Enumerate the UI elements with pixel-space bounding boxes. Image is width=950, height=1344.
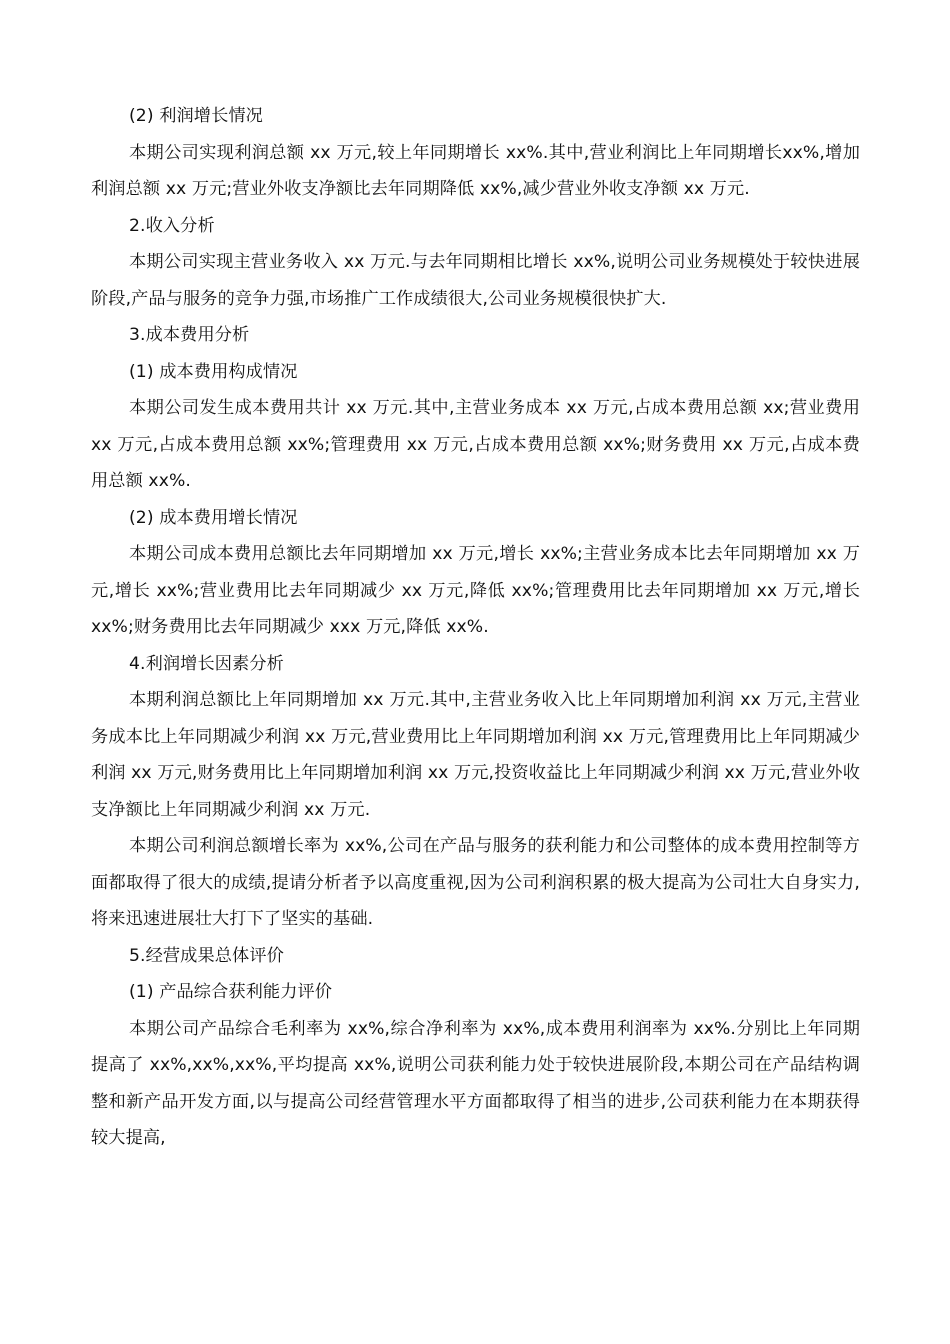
paragraph-cost-composition: 本期公司发生成本费用共计 xx 万元.其中,主营业务成本 xx 万元,占成本费用总额 xx;营业费用 xx 万元,占成本费用总额 xx%;管理费用 xx 万元,占成本费用总额 xx%;财务费用 xx 万元,占成本费用总额 xx%. xyxy=(91,398,860,491)
heading-profitability-evaluation: (1) 产品综合获利能力评价 xyxy=(129,982,333,1002)
paragraph-revenue-analysis: 本期公司实现主营业务收入 xx 万元.与去年同期相比增长 xx%,说明公司业务规模处于较快进展阶段,产品与服务的竞争力强,市场推广工作成绩很大,公司业务规模很快扩大. xyxy=(91,252,860,309)
heading-overall-evaluation: 5.经营成果总体评价 xyxy=(129,945,284,966)
paragraph-profitability-evaluation: 本期公司产品综合毛利率为 xx%,综合净利率为 xx%,成本费用利润率为 xx%.分别比上年同期提高了 xx%,xx%,xx%,平均提高 xx%,说明公司获利能力处于较快进展阶段,本期公司在产品结构调整和新产品开发方面,以与提高公司经营管理水平方面都取得了相当的进步,公司获利能力在本期获得较大提高, xyxy=(91,1018,860,1148)
document-body xyxy=(91,98,860,1157)
heading-cost-analysis: 3.成本费用分析 xyxy=(129,325,250,345)
paragraph-profit-factors: 本期利润总额比上年同期增加 xx 万元.其中,主营业务收入比上年同期增加利润 xx 万元,主营业务成本比上年同期减少利润 xx 万元,营业费用比上年同期增加利润 xx 万元,管理费用比上年同期减少利润 xx 万元,财务费用比上年同期增加利润 xx 万元,投资收益比上年同期减少利润 xx 万元,营业外收支净额比上年同期减少利润 xx 万元. xyxy=(91,690,860,820)
heading-profit-growth: (2) 利润增长情况 xyxy=(129,106,263,126)
heading-cost-composition: (1) 成本费用构成情况 xyxy=(129,361,298,382)
heading-cost-growth: (2) 成本费用增长情况 xyxy=(129,507,298,528)
paragraph-cost-growth: 本期公司成本费用总额比去年同期增加 xx 万元,增长 xx%;主营业务成本比去年同期增加 xx 万元,增长 xx%;营业费用比去年同期减少 xx 万元,降低 xx%;管理费用比去年同期增加 xx 万元,增长 xx%;财务费用比去年同期减少 xxx 万元,降低 xx%. xyxy=(91,544,860,637)
heading-profit-factors: 4.利润增长因素分析 xyxy=(129,653,284,674)
heading-revenue-analysis: 2.收入分析 xyxy=(129,215,215,236)
paragraph-profit-growth-rate: 本期公司利润总额增长率为 xx%,公司在产品与服务的获利能力和公司整体的成本费用控制等方面都取得了很大的成绩,提请分析者予以高度重视,因为公司利润积累的极大提高为公司壮大自身实力,将来迅速进展壮大打下了坚实的基础. xyxy=(91,836,860,929)
paragraph-profit-growth: 本期公司实现利润总额 xx 万元,较上年同期增长 xx%.其中,营业利润比上年同期增长xx%,增加利润总额 xx 万元;营业外收支净额比去年同期降低 xx%,减少营业外收支净额 xx 万元. xyxy=(91,142,860,199)
